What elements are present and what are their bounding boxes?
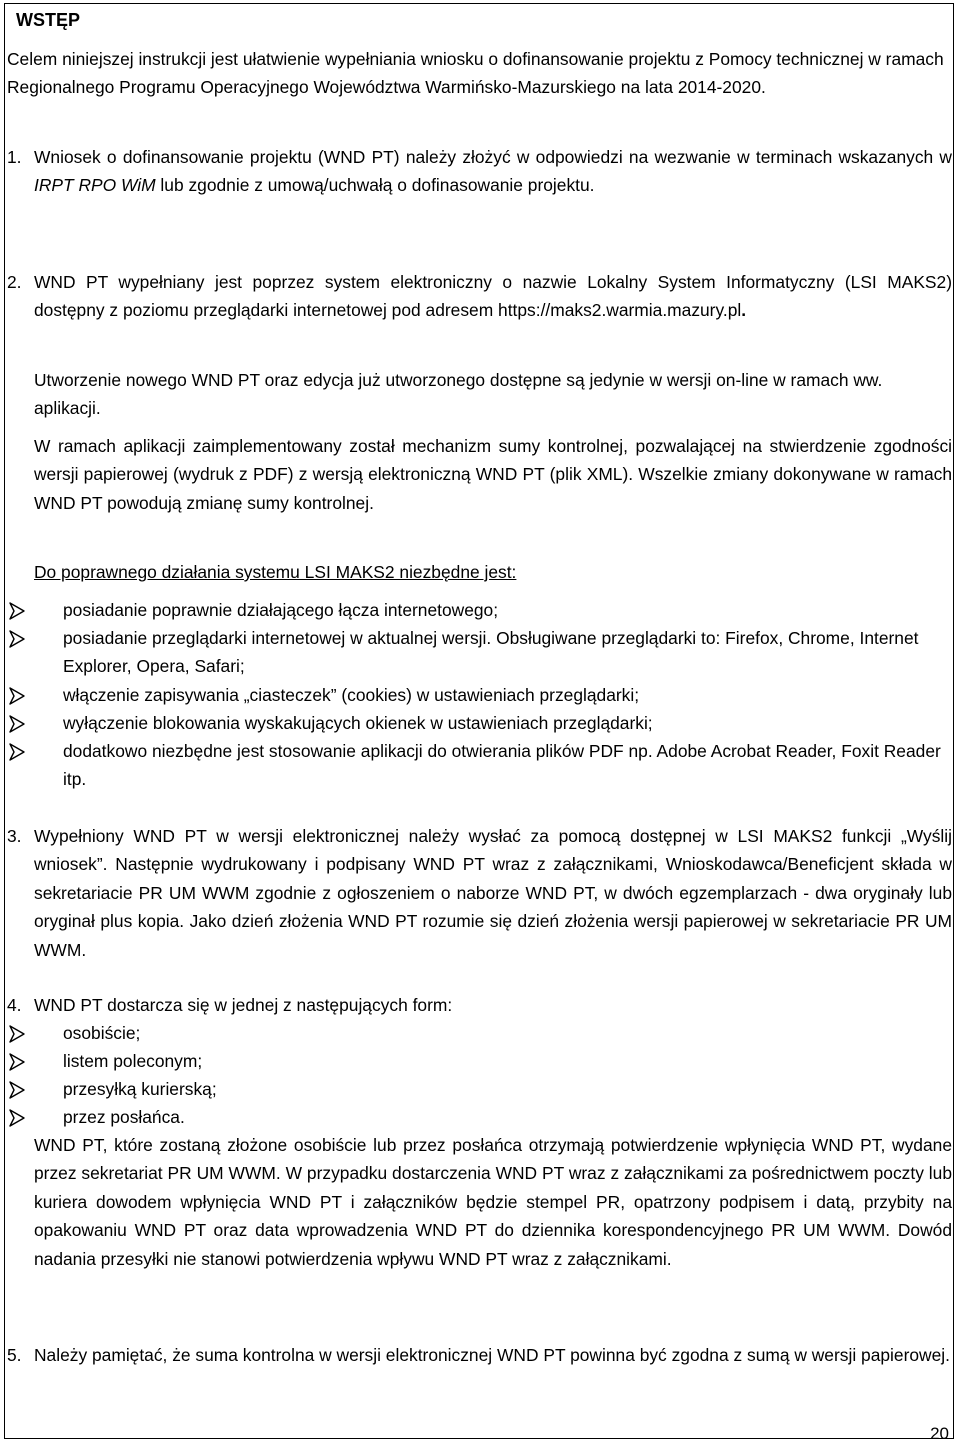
item-4-text: WND PT, które zostaną złożone osobiście lub przez posłańca otrzymają potwierdzenie wpłynięcia WND PT, wydane przez sekretariat PR UM WWM. W przypadku dostarczenia WND PT wraz z załącznikami za pośrednictwem poczty lub kuriera dowodem wpłynięcia WND PT i załączników będzie stempel PR, opatrzony podpisem i datą, przybity na opakowaniu WND PT oraz data wprowadzenia WND PT do dziennika korespondencyjnego PR UM WWM. Dowód nadania przesyłki nie stanowi potwierdzenia wpływu WND PT wraz z załącznikami.: [34, 1135, 952, 1269]
item-3-text: Wypełniony WND PT w wersji elektronicznej należy wysłać za pomocą dostępnej w LSI MAKS2 funkcji „Wyślij wniosek”. Następnie wydrukowany i podpisany WND PT wraz z załącznikami, Wnioskodawca/Beneficjent składa w sekretariacie PR UM WWM zgodnie z ogłoszeniem o naborze WND PT, w dwóch egzemplarzach - dwa oryginały lub oryginał plus kopia. Jako dzień złożenia WND PT rozumie się dzień złożenia wersji papierowej w sekretariacie PR UM WWM.: [34, 826, 952, 960]
item-1-number: 1.: [7, 147, 22, 167]
maks2-link[interactable]: https://maks2.warmia.mazury.pl: [498, 300, 742, 321]
link-suffix: .: [741, 300, 747, 321]
requirements-heading-text: Do poprawnego działania systemu LSI MAKS2 niezbędne jest:: [34, 562, 517, 582]
arrow-bullet-icon: [7, 1024, 27, 1044]
arrow-bullet-icon: [7, 1108, 27, 1128]
item-1-text: [34, 143, 952, 200]
delivery-form-item: przez posłańca.: [63, 1107, 185, 1127]
arrow-bullet-icon: [7, 629, 27, 649]
arrow-bullet-icon: [7, 601, 27, 621]
item-4-number: 4.: [7, 995, 22, 1015]
item-2-number: 2.: [7, 272, 22, 292]
intro-paragraph: Celem niniejszej instrukcji jest ułatwienie wypełniania wniosku o dofinansowanie projektu z Pomocy technicznej w ramach Regionalnego Programu Operacyjnego Województwa Warmińsko-Mazurskiego na lata 2014-2020.: [7, 49, 944, 98]
page-number: 20: [930, 1424, 949, 1443]
requirement-item: włączenie zapisywania „ciasteczek” (cookies) w ustawieniach przeglądarki;: [63, 685, 640, 705]
item-4-intro: WND PT dostarcza się w jednej z następujących form:: [34, 995, 453, 1015]
delivery-form-item: listem poleconym;: [63, 1051, 203, 1071]
item-2-online-paragraph: Utworzenie nowego WND PT oraz edycja już utworzonego dostępne są jedynie w wersji on-line w ramach ww. aplikacji.: [34, 370, 883, 419]
item-2-text-main: WND PT wypełniany jest poprzez system elektroniczny o nazwie Lokalny System Informatyczny (LSI MAKS2) dostępny z poziomu przeglądarki internetowej pod adresem: [34, 272, 952, 321]
requirements-heading: [34, 558, 952, 586]
item-5-number: 5.: [7, 1345, 22, 1365]
requirement-item: wyłączenie blokowania wyskakujących okienek w ustawieniach przeglądarki;: [63, 713, 653, 733]
irpt-reference: IRPT RPO WiM: [34, 175, 156, 196]
delivery-form-item: osobiście;: [63, 1023, 141, 1043]
requirement-item: dodatkowo niezbędne jest stosowanie aplikacji do otwierania plików PDF np. Adobe Acrobat Reader, Foxit Reader itp.: [63, 741, 941, 790]
section-title: WSTĘP: [16, 10, 81, 30]
item-1-text-start: Wniosek o dofinansowanie projektu (WND PT) należy złożyć w odpowiedzi na wezwanie w terminach wskazanych w: [34, 147, 952, 167]
arrow-bullet-icon: [7, 1052, 27, 1072]
delivery-form-item: przesyłką kurierską;: [63, 1079, 217, 1099]
item-2-text: [34, 268, 952, 325]
item-1-text-end: lub zgodnie z umową/uchwałą o dofinasowanie projektu.: [155, 175, 595, 196]
item-5-text: Należy pamiętać, że suma kontrolna w wersji elektronicznej WND PT powinna być zgodna z sumą w wersji papierowej.: [34, 1345, 950, 1365]
arrow-bullet-icon: [7, 714, 27, 734]
arrow-bullet-icon: [7, 742, 27, 762]
arrow-bullet-icon: [7, 1080, 27, 1100]
arrow-bullet-icon: [7, 686, 27, 706]
item-2-checksum-paragraph: W ramach aplikacji zaimplementowany został mechanizm sumy kontrolnej, pozwalającej na stwierdzenie zgodności wersji papierowej (wydruk z PDF) z wersją elektroniczną WND PT (plik XML). Wszelkie zmiany dokonywane w ramach WND PT powodują zmianę sumy kontrolnej.: [34, 436, 952, 513]
requirement-item: posiadanie poprawnie działającego łącza internetowego;: [63, 600, 499, 620]
requirement-item: posiadanie przeglądarki internetowej w aktualnej wersji. Obsługiwane przeglądarki to: Firefox, Chrome, Internet Explorer, Opera, Safari;: [63, 628, 919, 677]
item-3-number: 3.: [7, 826, 22, 846]
